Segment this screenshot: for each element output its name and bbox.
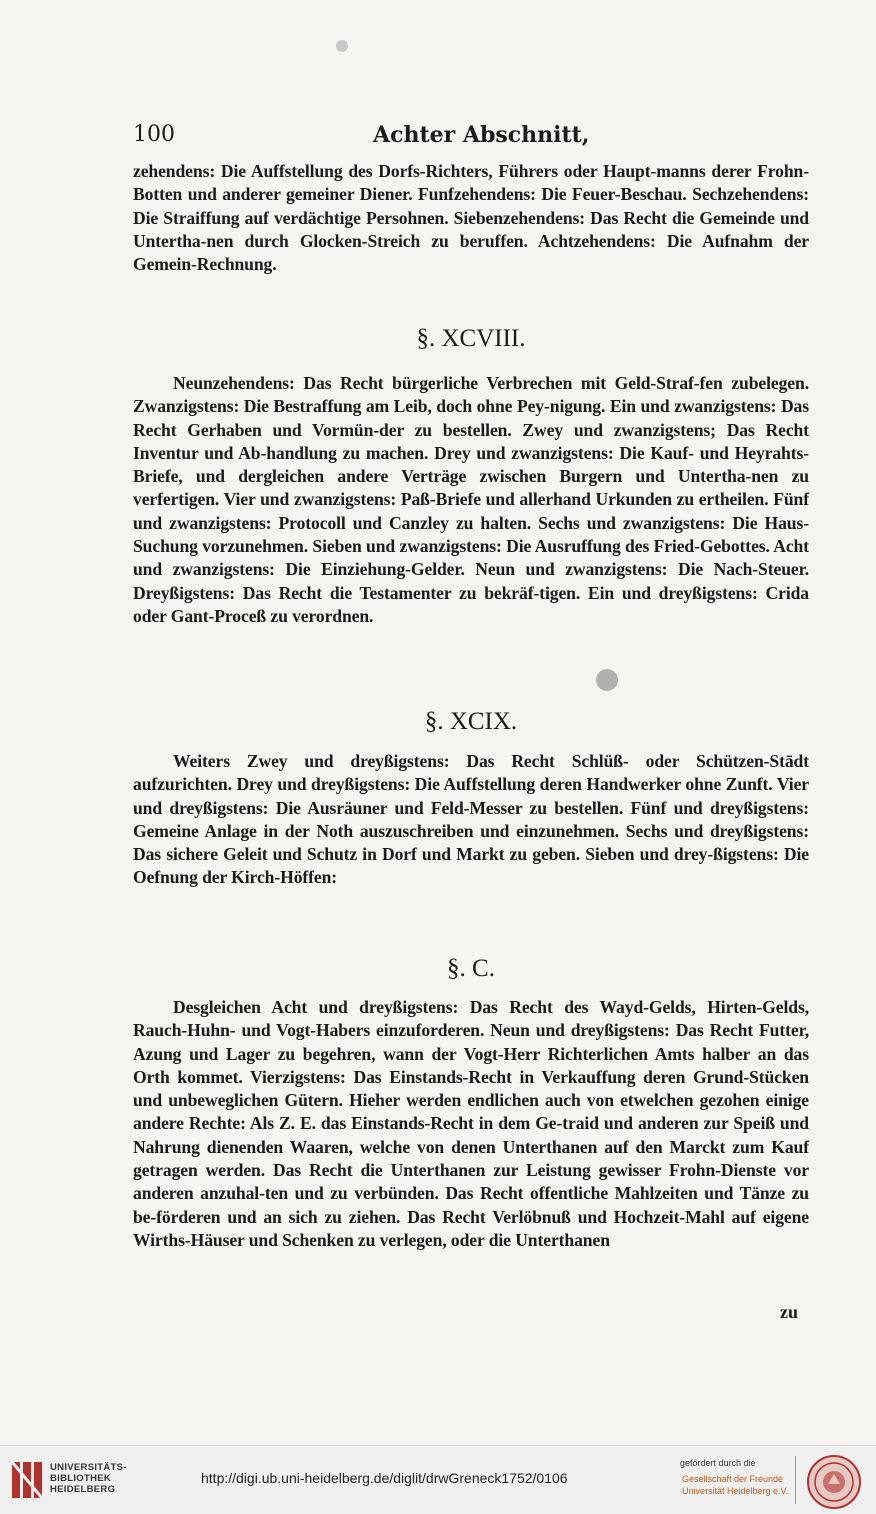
library-line: UNIVERSITÄTS- <box>50 1462 127 1473</box>
library-name[interactable] <box>50 1462 127 1495</box>
library-line: HEIDELBERG <box>50 1484 116 1495</box>
paragraph-continued: zehendens: Die Auffstellung des Dorfs-Richters, Führers oder Haupt-manns derer Frohn-Botten und anderer gemeiner Diener. Funfzehendens: Die Feuer-Beschau. Sechzehendens: Die Straiffung auf verdächtige Persohnen. Siebenzehendens: Das Recht die Gemeinde und Untertha-nen durch Glocken-Streich zu beruffen. Achtzehendens: Die Aufnahm der Gemein-Rechnung. <box>133 161 809 275</box>
scan-speck <box>336 40 348 52</box>
section-heading-xcix: §. XCIX. <box>424 708 518 735</box>
section-heading-xcviii: §. XCVIII. <box>416 325 526 352</box>
university-seal-icon[interactable] <box>806 1454 862 1510</box>
footer-bar <box>0 1445 876 1514</box>
page-number: 100 <box>133 122 175 147</box>
running-head: Achter Abschnitt, <box>373 122 590 148</box>
paragraph-xcviii: Neunzehendens: Das Recht bürgerliche Verbrechen mit Geld-Straf-fen zubelegen. Zwanzigstens: Die Bestraffung am Leib, doch ohne Pey-nigung. Ein und zwanzigstens: Das Recht Gerhaben und Vormün-der zu bestellen. Zwey und zwanzigstens; Das Recht Inventur und Ab-handlung zu machen. Drey und zwanzigstens: Die Kauf- und Heyrahts-Briefe, und dergleichen andere Verträge zwischen Burgern und Untertha-nen zu verfertigen. Vier und zwanzigstens: Paß-Briefe und allerhand Urkunden zu ertheilen. Fünf und zwanzigstens: Protocoll und Canzley zu halten. Sechs und zwanzigstens: Die Haus-Suchung vorzunehmen. Sieben und zwanzigstens: Die Ausruffung des Fried-Gebottes. Acht und zwanzigstens: Die Einziehung-Gelder. Neun und zwanzigstens: Die Nach-Steuer. Dreyßigstens: Das Recht die Testamenter zu bekräf-tigen. Ein und dreyßigstens: Crida oder Gant-Proceß zu verordnen. <box>133 373 809 626</box>
ub-logo-icon[interactable] <box>10 1458 44 1502</box>
paragraph-c: Desgleichen Acht und dreyßigstens: Das Recht des Wayd-Gelds, Hirten-Gelds, Rauch-Huhn- und Vogt-Habers einzuforderen. Neun und dreyßigstens: Das Recht Futter, Azung und Lager zu begehren, wann der Vogt-Herr Richterlichen Amts halber an das Orth kommet. Vierzigstens: Das Einstands-Recht in Verkauffung deren Grund-Stücken und unbeweglichen Gütern. Hieher werden endlichen auch von etwelchen gezohen einige andere Rechte: Als Z. E. das Einstands-Recht in dem Ge-traid und anderen zur Speiß und Nahrung dienenden Waaren, welche von denen Unterthanen auf den Marckt zum Kauf getragen werden. Das Recht die Unterthanen zur Leistung gewisser Frohn-Dienste vor anderen anzuhal-ten und zu verbünden. Das Recht offentliche Mahlzeiten und Tänze zu be-förderen und an sich zu ziehen. Das Recht Verlöbnuß und Hochzeit-Mahl auf eigene Wirths-Häuser und Schenken zu verlegen, oder die Unterthanen <box>133 997 809 1250</box>
library-line: BIBLIOTHEK <box>50 1473 112 1484</box>
scan-speck <box>596 669 618 691</box>
funded-by-label: gefördert durch die <box>680 1458 756 1468</box>
society-line: Gesellschaft der Freunde <box>682 1474 784 1484</box>
catchword: zu <box>780 1302 798 1322</box>
page-header <box>133 122 813 156</box>
paragraph-xcix: Weiters Zwey und dreyßigstens: Das Recht Schlüß- oder Schützen-Stādt aufzurichten. Drey und dreyßigstens: Die Auffstellung deren Handwerker ohne Zunft. Vier und dreyßigstens: Die Ausräuner und Feld-Messer zu bestellen. Fünf und dreyßigstens: Gemeine Anlage in der Noth auszuschreiben und einzunehmen. Sechs und dreyßigstens: Das sichere Geleit und Schutz in Dorf und Markt zu geben. Sieben und drey-ßigstens: Die Oefnung der Kirch-Höffen: <box>133 751 809 888</box>
footer-divider <box>795 1456 796 1504</box>
section-heading-c: §. C. <box>447 955 495 982</box>
society-line: Universität Heidelberg e.V. <box>682 1486 789 1496</box>
permalink-url[interactable]: http://digi.ub.uni-heidelberg.de/diglit/drwGreneck1752/0106 <box>201 1470 568 1486</box>
society-name[interactable] <box>682 1473 792 1497</box>
